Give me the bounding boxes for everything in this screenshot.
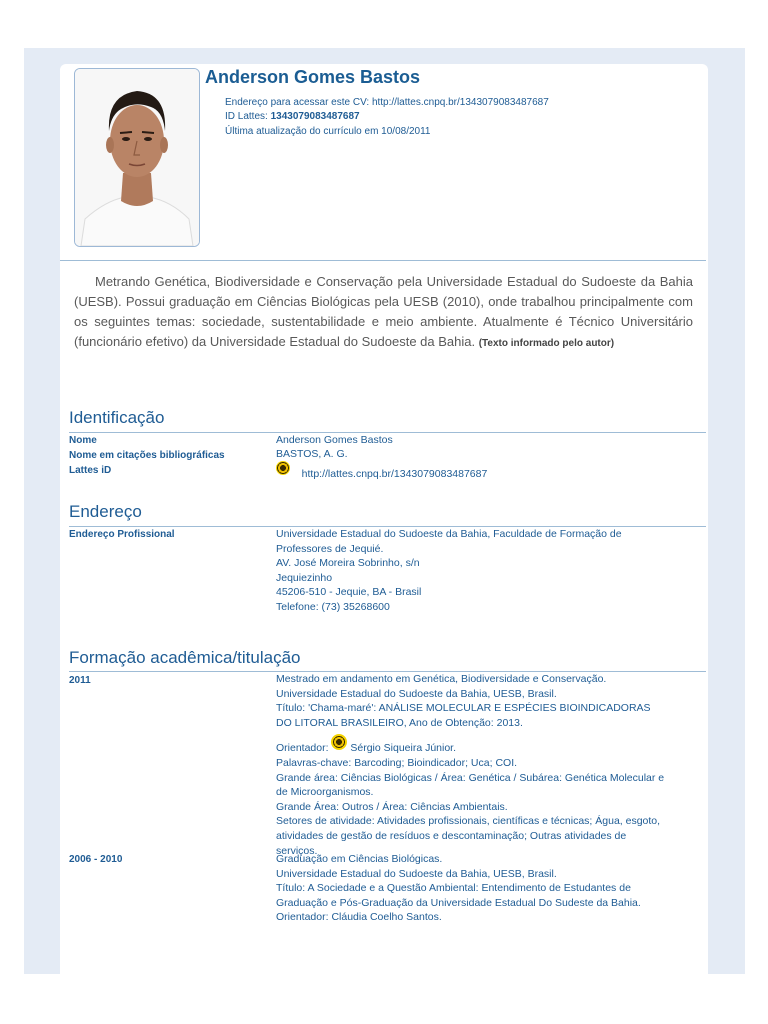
address-line: Universidade Estadual do Sudoeste da Bahia, Faculdade de Formação de [276,528,622,540]
label-lattes-id: Lattes iD [69,465,112,476]
formacao-entry-graduacao [276,852,701,925]
cv-summary [74,272,693,354]
formacao-line: de Microorganismos. [276,786,374,799]
cv-name: Anderson Gomes Bastos [205,67,421,87]
formacao-line: DO LITORAL BRASILEIRO, Ano de Obtenção: 2013. [276,716,523,729]
lattes-id-link[interactable]: http://lattes.cnpq.br/1343079083487687 [301,468,488,480]
cv-url-link[interactable]: http://lattes.cnpq.br/1343079083487687 [371,97,549,108]
lattes-id-line [225,111,360,122]
lattes-id-label: ID Lattes: [225,111,268,122]
advisor-line [276,734,701,756]
header-divider [60,260,706,261]
label-endereco-profissional: Endereço Profissional [69,529,175,540]
formacao-line: Graduação e Pós-Graduação da Universidade Estadual Do Sudeste da Bahia. [276,896,641,909]
address-line: 45206-510 - Jequie, BA - Brasil [276,586,422,599]
advisor-label: Orientador: [276,742,329,755]
formacao-line: atividades de gestão de resíduos e descontaminação; Outras atividades de [276,829,627,842]
formacao-line: Grande Área: Outros / Área: Ciências Ambientais. [276,800,508,813]
label-nome: Nome [69,435,97,446]
formacao-line: Universidade Estadual do Sudoeste da Bahia, UESB, Brasil. [276,687,557,700]
formacao-line: Mestrado em andamento em Genética, Biodiversidade e Conservação. [276,673,607,685]
formacao-line: serviços. [276,844,318,857]
section-title-formacao: Formação acadêmica/titulação [69,648,301,667]
lattes-id-icon[interactable] [331,734,347,750]
cv-url-line [225,97,549,108]
value-lattes-id [276,461,701,478]
formacao-line: Graduação em Ciências Biológicas. [276,853,443,865]
address-line: AV. José Moreira Sobrinho, s/n [276,557,420,570]
advisor-name: Sérgio Siqueira Júnior. [350,742,457,755]
section-title-endereco: Endereço [69,502,142,521]
value-nome-citacoes: BASTOS, A. G. [276,448,348,460]
value-nome: Anderson Gomes Bastos [276,434,393,446]
cv-url-label: Endereço para acessar este CV: [225,97,370,108]
label-nome-citacoes: Nome em citações bibliográficas [69,450,225,461]
address-line: Jequiezinho [276,571,333,584]
formacao-line: Título: A Sociedade e a Questão Ambiental: Entendimento de Estudantes de [276,882,631,895]
last-updated: Última atualização do currículo em 10/08/2011 [225,126,431,137]
address-line: Telefone: (73) 35268600 [276,600,390,613]
formacao-entry-mestrado [276,672,701,858]
formacao-line: Universidade Estadual do Sudoeste da Bahia, UESB, Brasil. [276,867,557,880]
formacao-line: Orientador: Cláudia Coelho Santos. [276,911,442,924]
section-title-identificacao: Identificação [69,408,165,427]
value-endereco-profissional [276,527,701,615]
lattes-id-icon[interactable] [276,461,290,475]
summary-text: Metrando Genética, Biodiversidade e Conservação pela Universidade Estadual do Sudoeste da Bahia (UESB). Possui graduação em Ciências Biológicas pela UESB (2010), onde trabalhou principalmente com os seguintes temas: sociedade, sustentabilidade e meio ambiente. Atualmente é Técnico Universitário (funcionário efetivo) da Universidade Estadual do Sudoeste da Bahia. [74,274,693,349]
profile-photo [74,68,200,247]
formacao-line: Grande área: Ciências Biológicas / Área: Genética / Subárea: Genética Molecular e [276,771,665,784]
formacao-year: 2006 - 2010 [69,854,123,865]
formacao-line: Setores de atividade: Atividades profissionais, científicas e técnicas; Água, esgoto, [276,815,661,828]
summary-note: (Texto informado pelo autor) [478,338,615,349]
address-line: Professores de Jequié. [276,542,384,555]
lattes-id-value: 1343079083487687 [270,111,360,122]
formacao-year: 2011 [69,675,91,686]
formacao-line: Título: 'Chama-maré': ANÁLISE MOLECULAR E ESPÉCIES BIOINDICADORAS [276,702,651,715]
formacao-line: Palavras-chave: Barcoding; Bioindicador; Uca; COI. [276,756,518,769]
